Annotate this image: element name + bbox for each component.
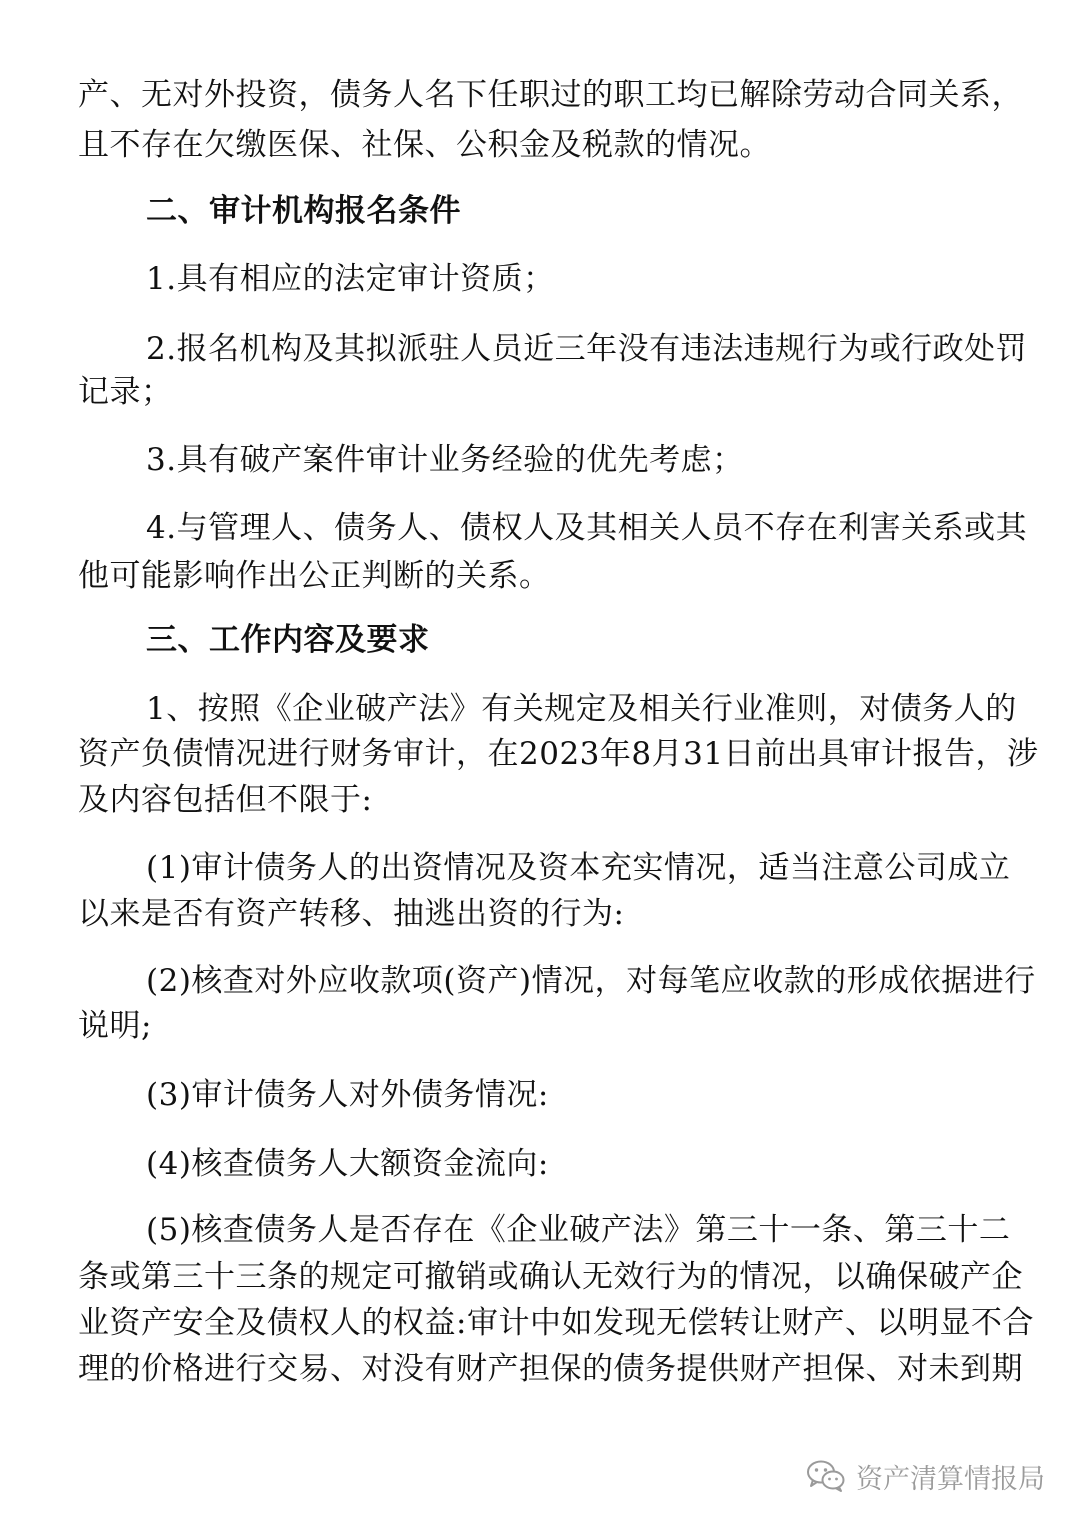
watermark [806,1456,1045,1496]
list-item: 2.报名机构及其拟派驻人员近三年没有违法违规行为或行政处罚 [146,331,1028,367]
list-item-continuation: 他可能影响作出公正判断的关系。 [78,558,551,594]
sub-item: (5)核查债务人是否存在《企业破产法》第三十一条、第三十二 [146,1212,1011,1248]
sub-item-continuation: 理的价格进行交易、对没有财产担保的债务提供财产担保、对未到期 [78,1351,1023,1387]
sub-item-continuation: 条或第三十三条的规定可撤销或确认无效行为的情况，以确保破产企 [78,1259,1023,1295]
list-item: 4.与管理人、债务人、债权人及其相关人员不存在利害关系或其 [146,510,1028,546]
sub-item-continuation: 说明; [78,1008,152,1044]
watermark-text: 资产清算情报局 [856,1463,1045,1495]
sub-item: (1)审计债务人的出资情况及资本充实情况，适当注意公司成立 [146,850,1011,886]
sub-item-continuation: 以来是否有资产转移、抽逃出资的行为: [78,896,625,932]
wechat-icon [806,1459,846,1493]
paragraph-line: 且不存在欠缴医保、社保、公积金及税款的情况。 [78,127,771,163]
list-item-continuation: 资产负债情况进行财务审计，在2023年8月31日前出具审计报告，涉 [78,736,1039,772]
list-item-continuation: 记录； [78,374,173,410]
list-item-continuation: 及内容包括但不限于: [78,782,373,818]
list-item: 1.具有相应的法定审计资质； [146,261,555,297]
sub-item: (4)核查债务人大额资金流向: [146,1146,549,1182]
list-item: 1、按照《企业破产法》有关规定及相关行业准则，对债务人的 [146,691,1017,727]
section-heading-2: 二、审计机构报名条件 [146,193,461,229]
paragraph-line: 产、无对外投资，债务人名下任职过的职工均已解除劳动合同关系， [78,77,1023,113]
list-item: 3.具有破产案件审计业务经验的优先考虑； [146,442,744,478]
section-heading-3: 三、工作内容及要求 [146,622,430,658]
sub-item-continuation: 业资产安全及债权人的权益:审计中如发现无偿转让财产、以明显不合 [78,1305,1034,1341]
sub-item: (2)核查对外应收款项(资产)情况，对每笔应收款的形成依据进行 [146,963,1036,999]
sub-item: (3)审计债务人对外债务情况: [146,1077,549,1113]
